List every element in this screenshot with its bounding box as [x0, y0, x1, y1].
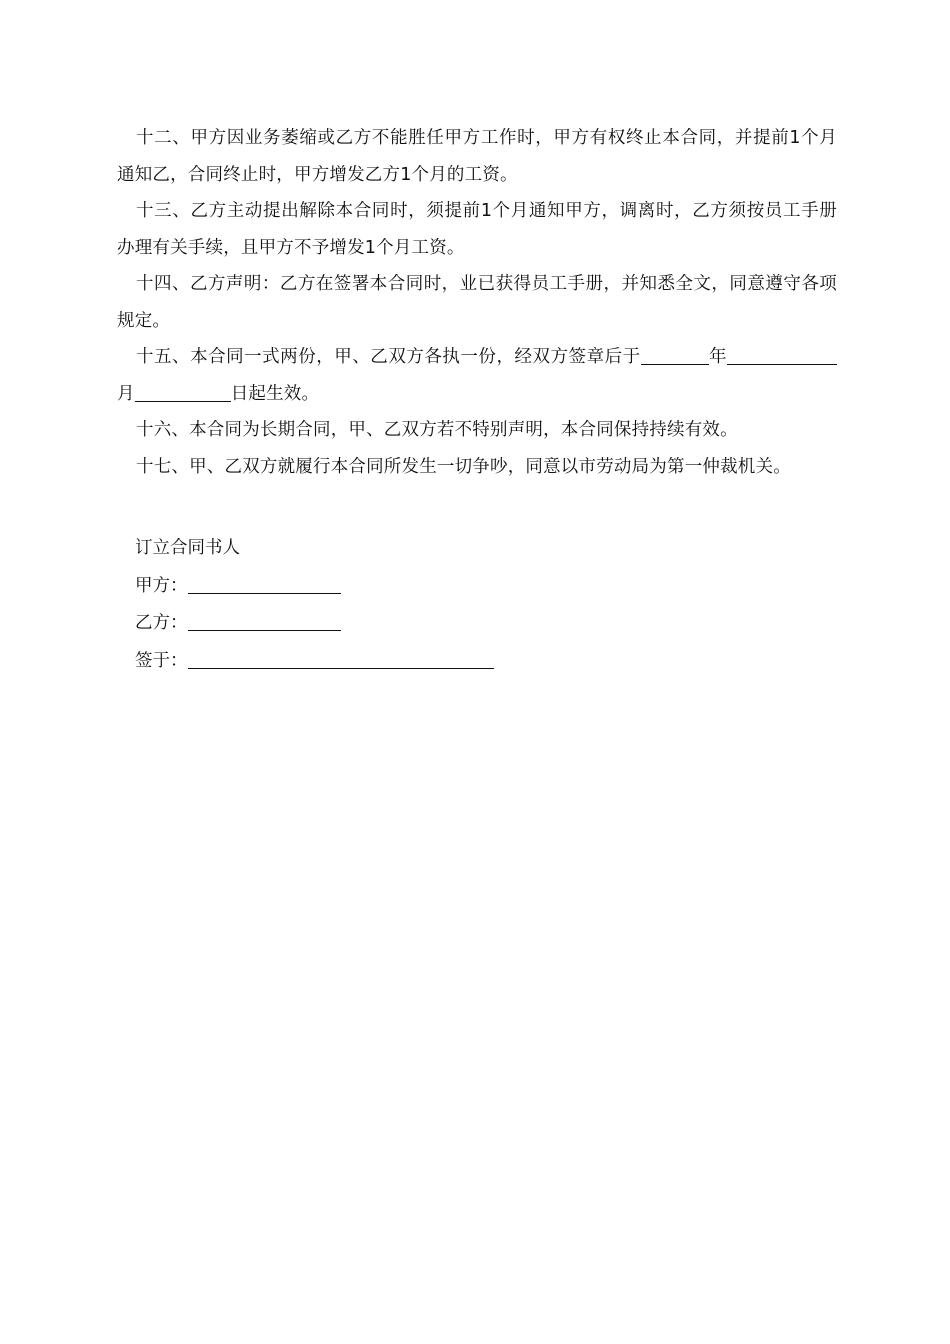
party-b-line — [135, 605, 635, 643]
signing-title: 订立合同书人 — [135, 538, 240, 558]
clause-15-text-a: 十五、本合同一式两份，甲、乙双方各执一份，经双方签章后于 — [136, 347, 641, 367]
contract-clauses — [117, 120, 837, 485]
clause-15 — [117, 339, 837, 412]
signed-at-field[interactable] — [188, 650, 494, 669]
signed-at-label: 签于： — [135, 650, 188, 671]
clause-13: 十三、乙方主动提出解除本合同时，须提前1个月通知甲方，调离时，乙方须按员工手册办理有关手续，且甲方不予增发1个月工资。 — [117, 201, 837, 258]
party-a-label: 甲方： — [135, 575, 188, 596]
clause-15-text-d: 日起生效。 — [230, 383, 320, 404]
clause-15-month-label: 月 — [117, 383, 135, 404]
signed-at-line — [135, 643, 635, 681]
signing-section — [135, 530, 635, 680]
clause-17: 十七、甲、乙双方就履行本合同所发生一切争吵，同意以市劳动局为第一仲裁机关。 — [136, 456, 791, 477]
clause-15-year-label: 年 — [708, 347, 727, 367]
party-a-line — [135, 568, 635, 606]
year-blank[interactable] — [641, 347, 709, 366]
clause-16: 十六、本合同为长期合同，甲、乙双方若不特别声明，本合同保持持续有效。 — [136, 420, 738, 440]
party-a-signature-field[interactable] — [188, 575, 341, 594]
clause-12: 十二、甲方因业务萎缩或乙方不能胜任甲方工作时，甲方有权终止本合同，并提前1个月通知乙，合同终止时，甲方增发乙方1个月的工资。 — [117, 128, 837, 185]
clause-14: 十四、乙方声明：乙方在签署本合同时，业已获得员工手册，并知悉全文，同意遵守各项规定。 — [117, 274, 837, 331]
party-b-label: 乙方： — [135, 613, 188, 633]
month-blank[interactable] — [727, 347, 837, 366]
day-blank[interactable] — [135, 383, 231, 402]
party-b-signature-field[interactable] — [188, 613, 341, 632]
